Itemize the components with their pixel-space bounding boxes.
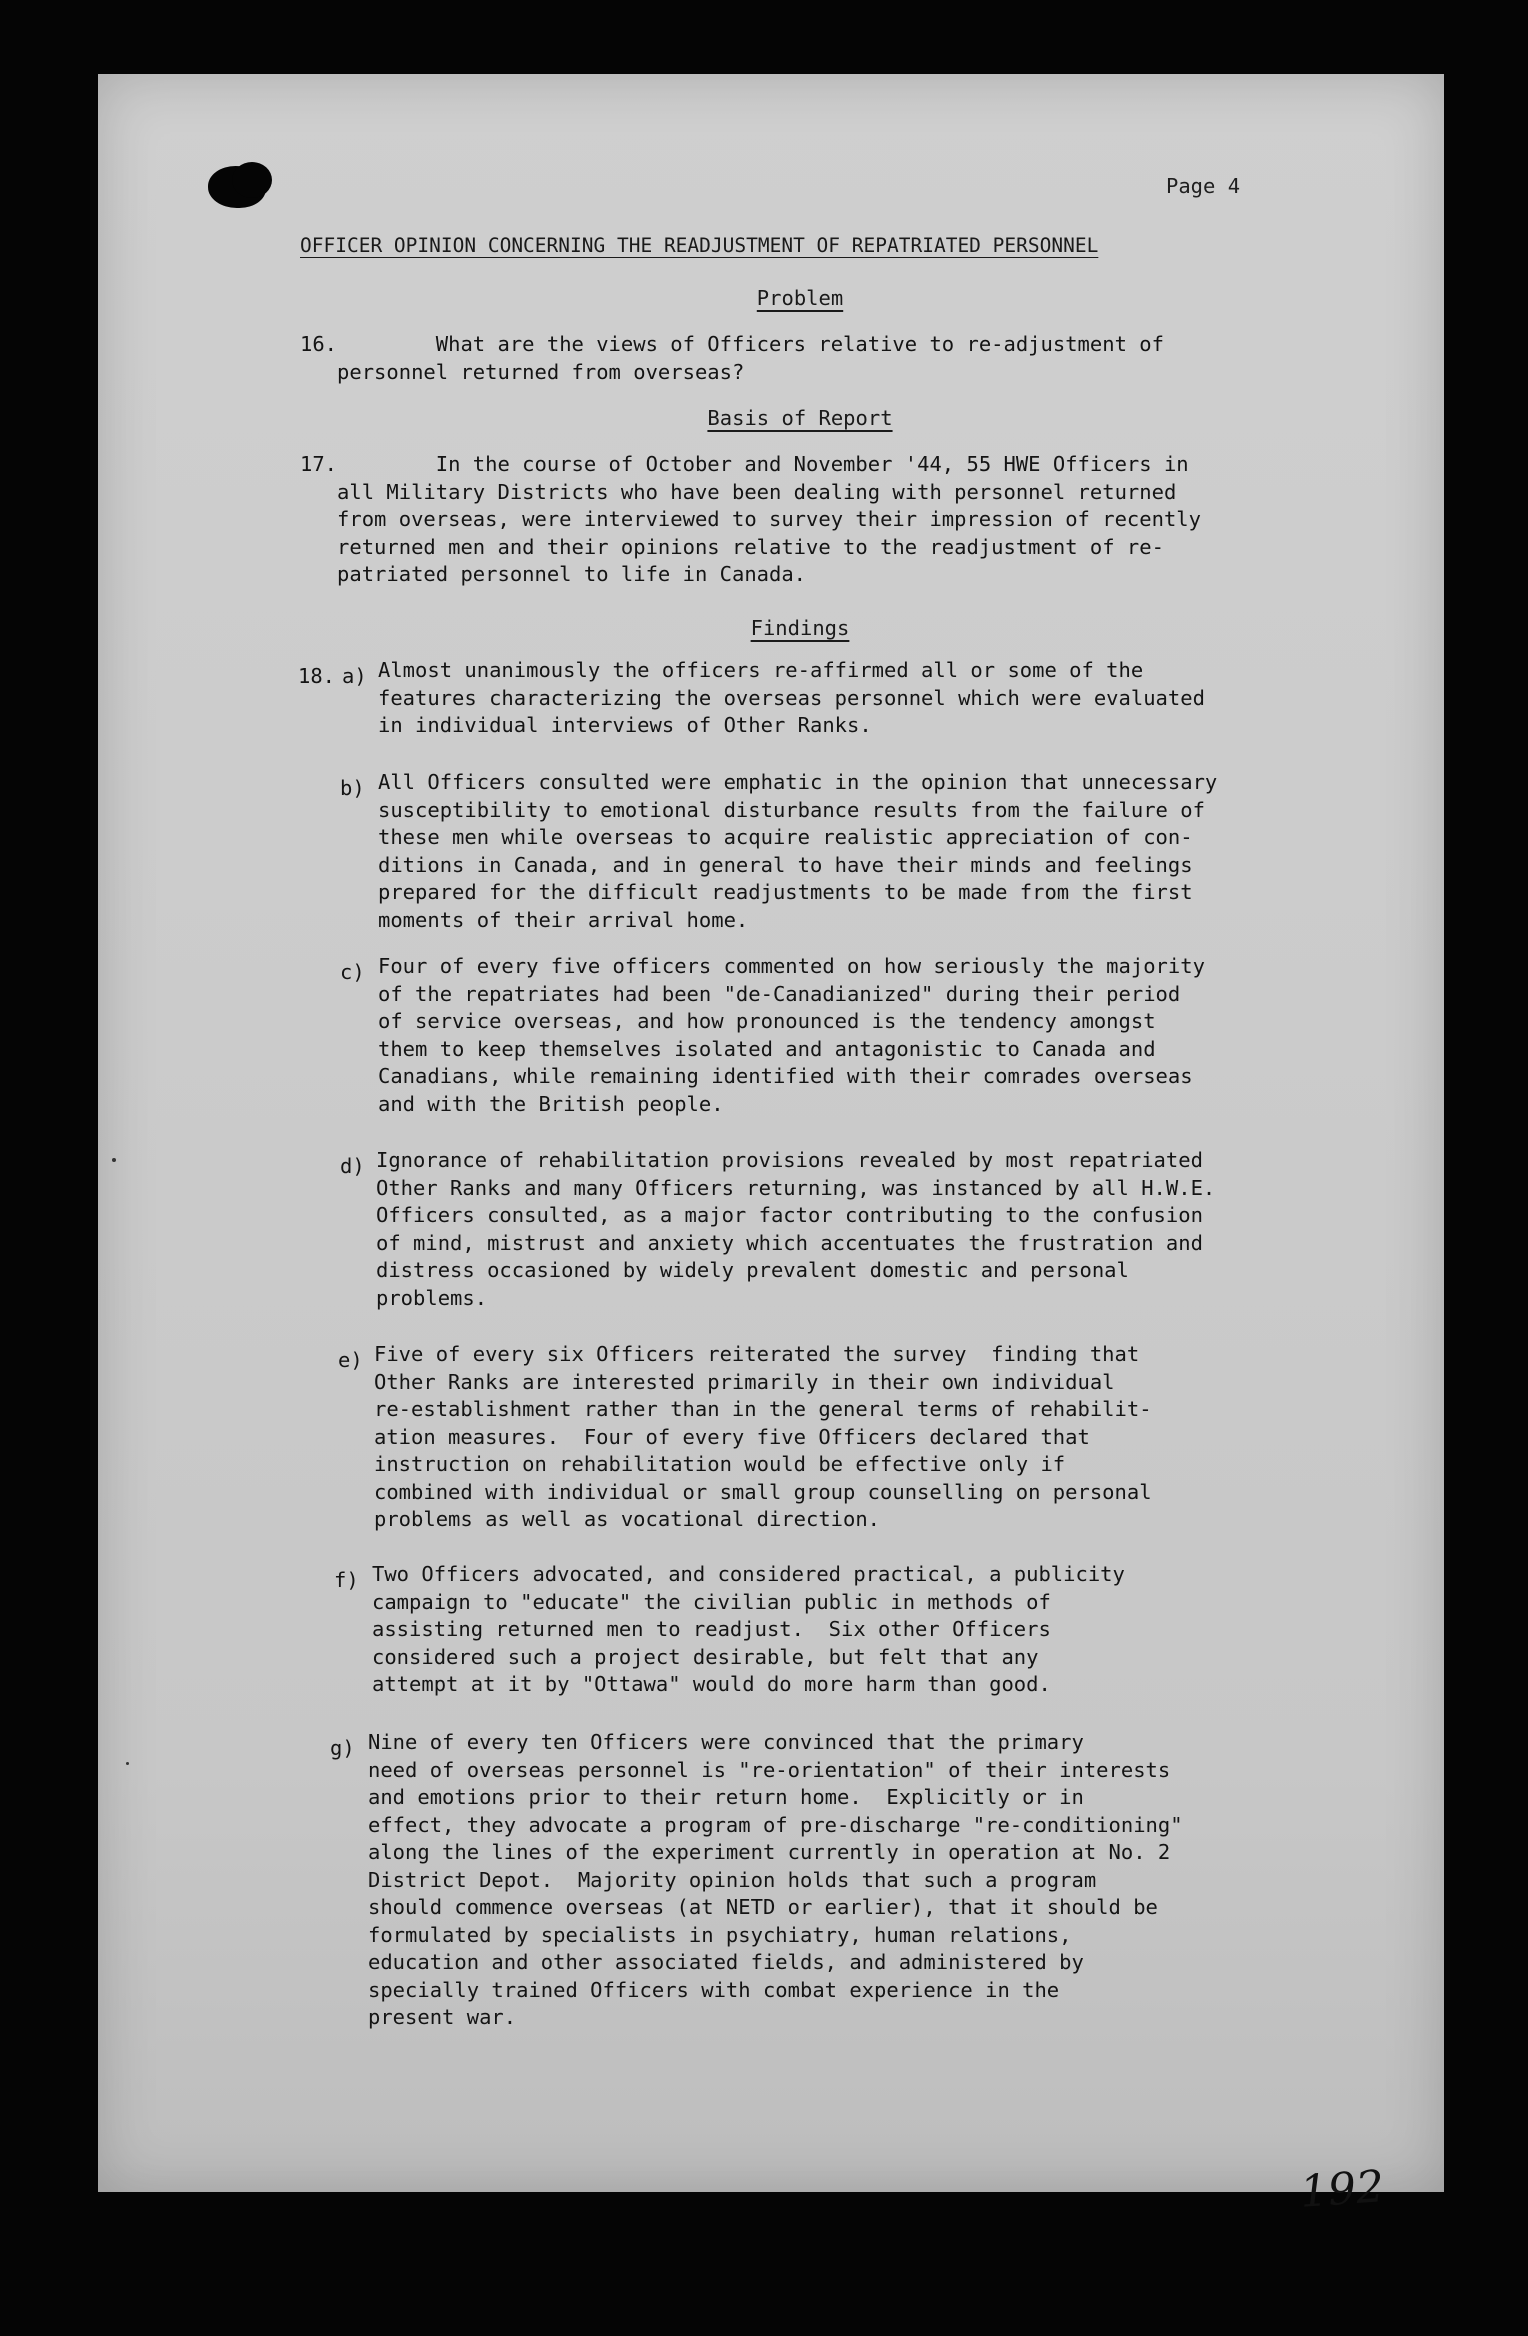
heading-findings: Findings <box>750 616 850 640</box>
finding-e-text: Five of every six Officers reiterated the survey finding that Other Ranks are interested primarily in their own individual re-establishment rather than in the general terms of rehabilit- ation measures. Four of every five Officers declared that instruction on rehabilitation would be effective only if combined with individual or small group counselling on personal problems as well as vocational direction. <box>374 1342 1152 1531</box>
finding-f-text: Two Officers advocated, and considered practical, a publicity campaign to "educate" the civilian public in methods of assisting returned men to readjust. Six other Officers considered such a project desirable, but felt that any attempt at it by "Ottawa" would do more harm than good. <box>372 1562 1125 1696</box>
finding-f-letter: f) <box>334 1568 359 1592</box>
paragraph-16-text: What are the views of Officers relative to re-adjustment of personnel returned from overseas? <box>337 332 1164 384</box>
finding-e-letter: e) <box>338 1348 363 1372</box>
document-title: OFFICER OPINION CONCERNING THE READJUSTMENT OF REPATRIATED PERSONNEL <box>300 234 1099 257</box>
finding-c-text: Four of every five officers commented on how seriously the majority of the repatriates had been "de-Canadianized" during their period of service overseas, and how pronounced is the tendency amongst them to keep themselves isolated and antagonistic to Canada and Canadians, while remaining identified with their comrades overseas and with the British people. <box>378 954 1205 1116</box>
handwritten-page-number: 192 <box>1298 2161 1386 2218</box>
finding-b-letter: b) <box>340 776 365 800</box>
paragraph-17-number: 17. <box>300 452 338 476</box>
paragraph-18-number: 18. <box>298 664 336 688</box>
scan-speck <box>126 1762 129 1765</box>
finding-d-letter: d) <box>340 1154 365 1178</box>
page-number: Page 4 <box>1166 174 1241 198</box>
finding-g-text: Nine of every ten Officers were convinced that the primary need of overseas personnel is "re-orientation" of their interests and emotions prior to their return home. Explicitly or in effect, they advocate a program of pre-discharge "re-conditioning" along the lines of the experiment currently in operation at No. 2 District Depot. Majority opinion holds that such a program should commence overseas (at NETD or earlier), that it should be formulated by specialists in psychiatry, human relations, education and other associated fields, and administered by specially trained Officers with combat experience in the present war. <box>368 1730 1183 2029</box>
paragraph-16-number: 16. <box>300 332 338 356</box>
scan-speck <box>112 1158 116 1162</box>
finding-a-letter: a) <box>342 664 367 688</box>
finding-a-text: Almost unanimously the officers re-affirmed all or some of the features characterizing the overseas personnel which were evaluated in individual interviews of Other Ranks. <box>378 658 1205 737</box>
paragraph-17 <box>300 451 1201 589</box>
punch-hole <box>208 166 266 208</box>
paragraph-16 <box>300 331 1164 386</box>
finding-c-letter: c) <box>340 960 365 984</box>
finding-g-letter: g) <box>330 1736 355 1760</box>
finding-d-text: Ignorance of rehabilitation provisions revealed by most repatriated Other Ranks and many Officers returning, was instanced by all H.W.E. Officers consulted, as a major factor contributing to the confusion of mind, mistrust and anxiety which accentuates the frustration and distress occasioned by widely prevalent domestic and personal problems. <box>376 1148 1216 1310</box>
finding-b-text: All Officers consulted were emphatic in the opinion that unnecessary susceptibility to emotional disturbance results from the failure of these men while overseas to acquire realistic appreciation of con- ditions in Canada, and in general to have their minds and feelings prepared for the difficult readjustments to be made from the first moments of their arrival home. <box>378 770 1218 932</box>
heading-basis-of-report: Basis of Report <box>707 406 893 430</box>
heading-problem: Problem <box>756 286 844 310</box>
paragraph-17-text: In the course of October and November '44, 55 HWE Officers in all Military Districts who have been dealing with personnel returned from overseas, were interviewed to survey their impression of recently returned men and their opinions relative to the readjustment of re- patriated personnel to life in Canada. <box>337 452 1201 586</box>
